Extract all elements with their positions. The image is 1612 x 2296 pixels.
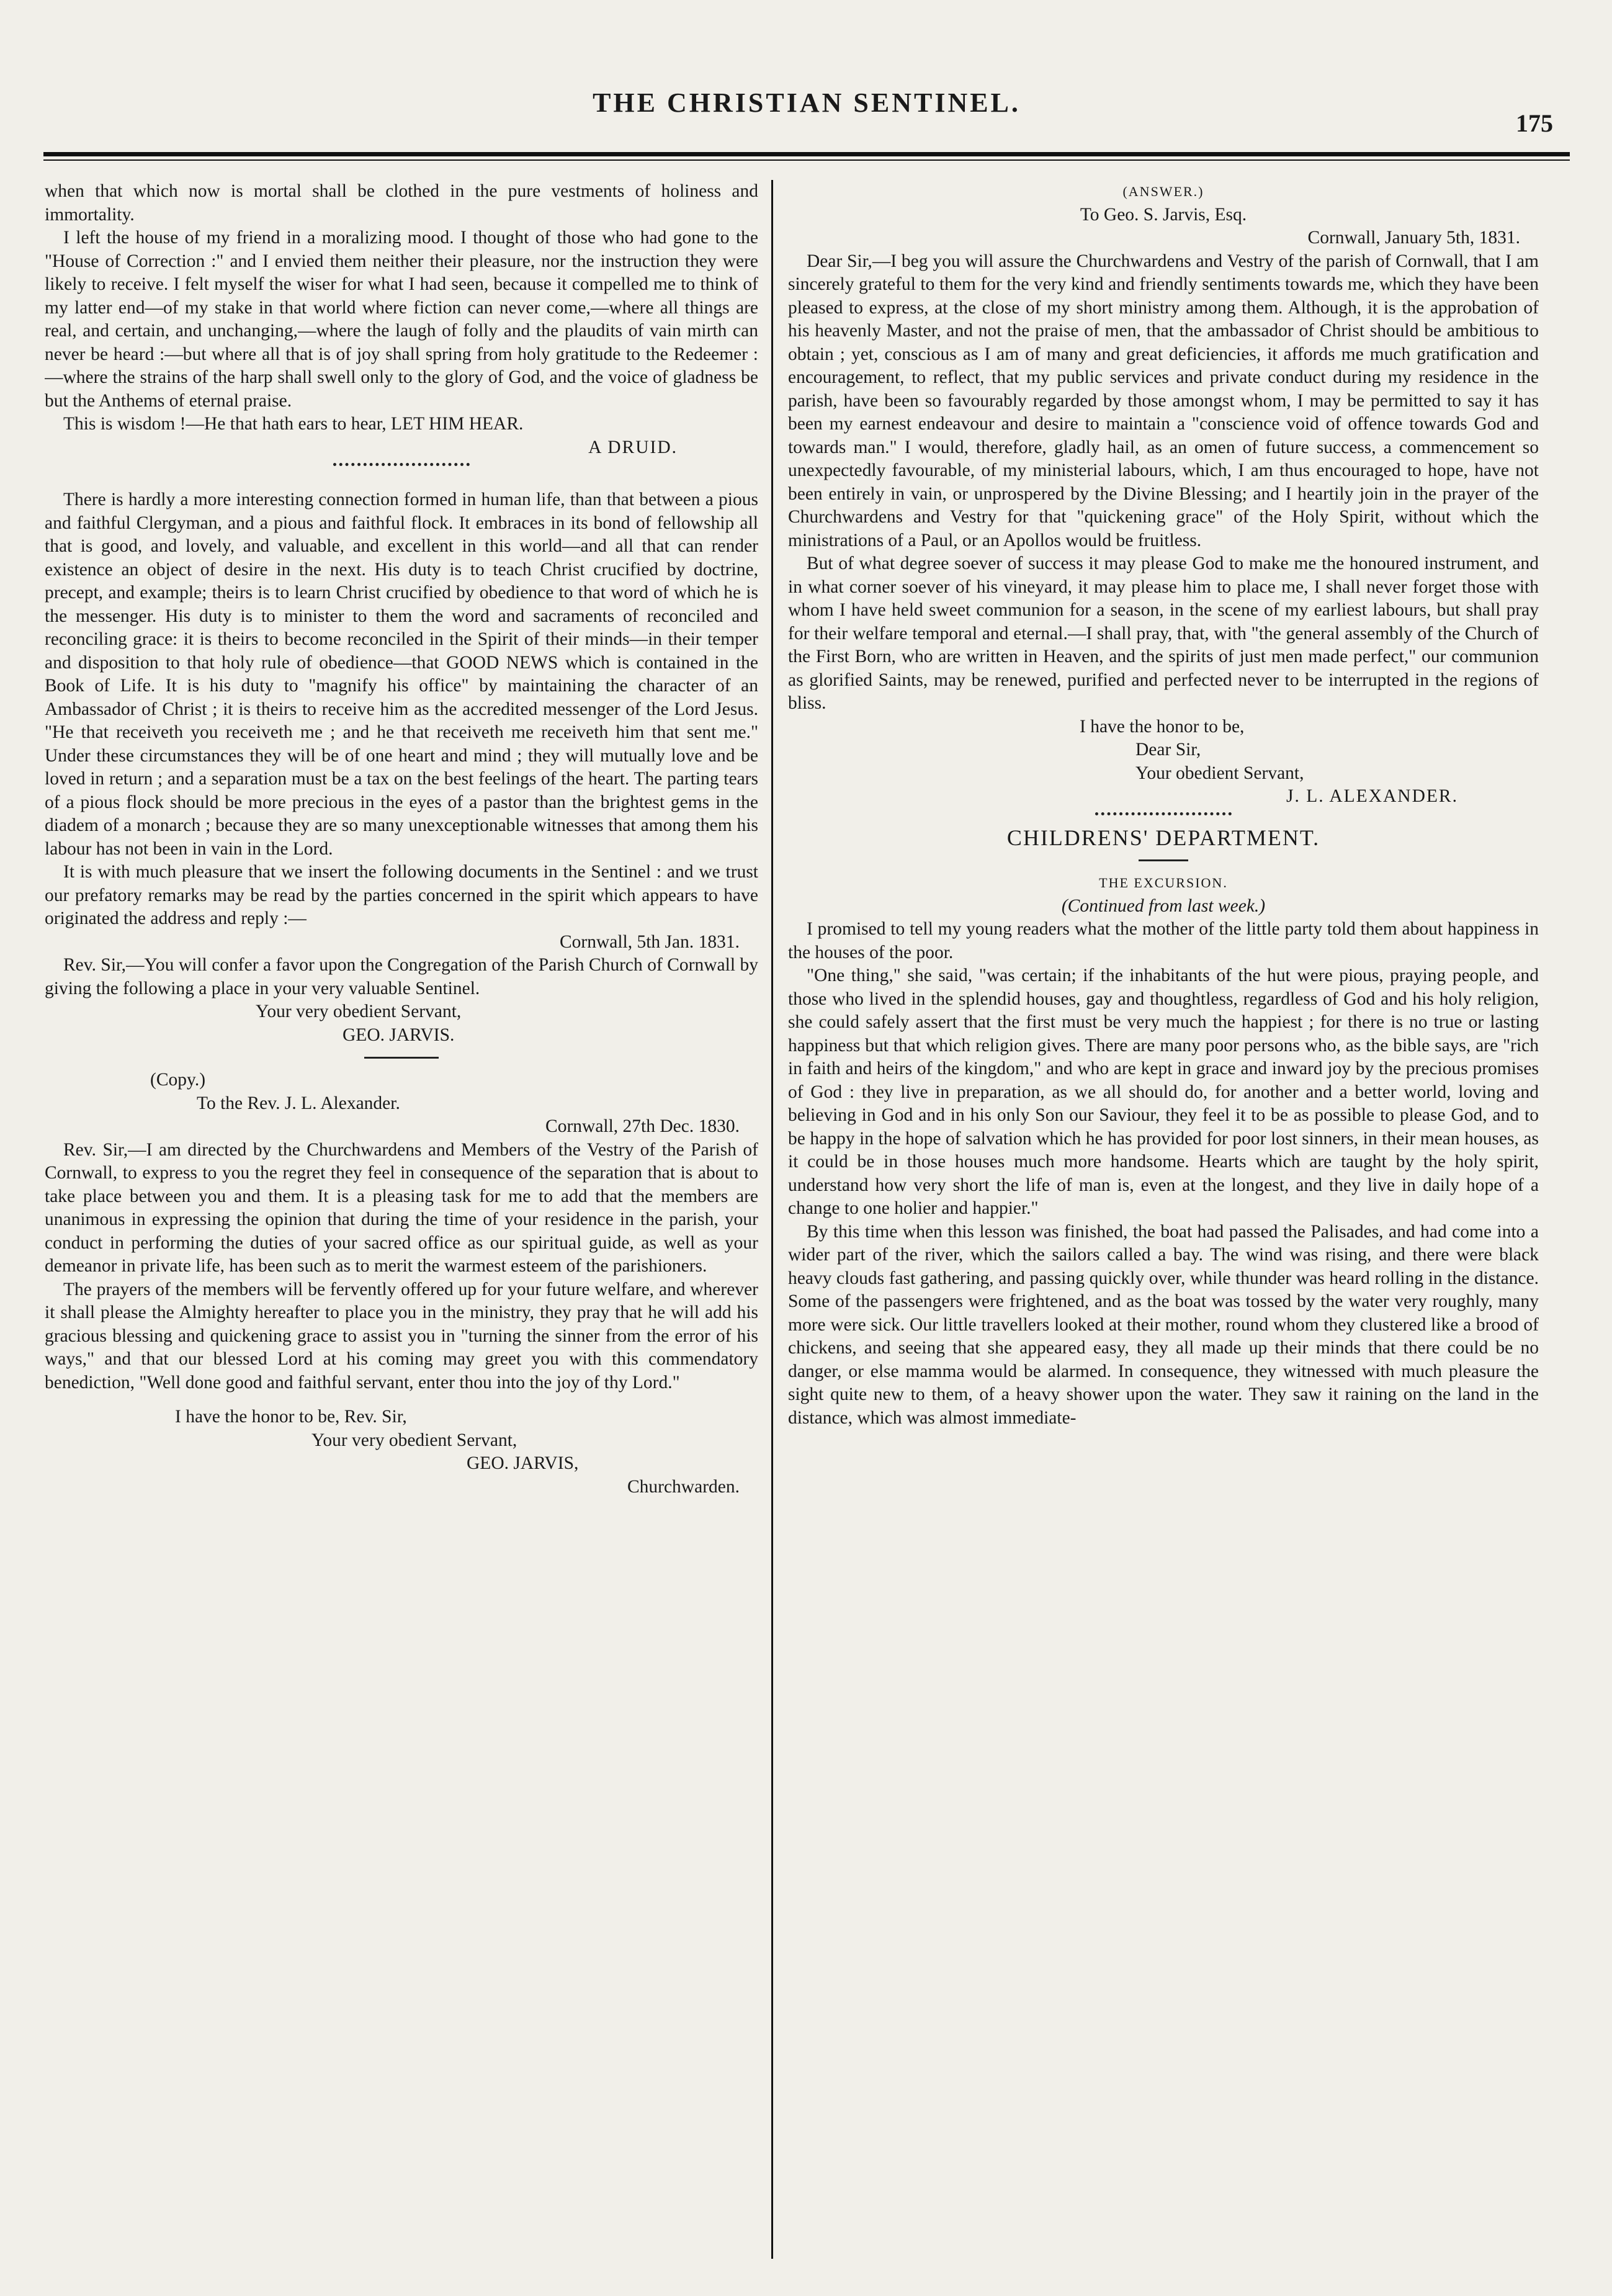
paragraph: Rev. Sir,—You will confer a favor upon the Congregation of the Parish Church of Cornwall by giving the following a place in your very valuable Sentinel. [45, 955, 758, 998]
story-title: THE EXCURSION. [1099, 875, 1228, 890]
closing-line: I have the honor to be, [1080, 716, 1245, 737]
paragraph: The prayers of the members will be fervently offered up for your future welfare, and wherever it shall please the Almighty hereafter to place you in the ministry, they pray that he will add his gracious blessing and quickening grace to assist you in "turning the sinner from the error of his ways," and that our blessed Lord at his coming may greet you with this commendatory benediction, "Well done good and faithful servant, enter thou into the joy of thy Lord." [45, 1279, 758, 1392]
continued-note: (Continued from last week.) [1061, 895, 1266, 916]
dateline: Cornwall, January 5th, 1831. [1307, 228, 1520, 248]
copy-label: (Copy.) [150, 1070, 206, 1090]
paragraph: "One thing," she said, "was certain; if the inhabitants of the hut were pious, praying people, and those who lived in the splendid houses, gay and thoughtless, regardless of God and his holy religion, she could safely assert that the first must be very much the happiest ; for there is no true or lasting happiness but that which religion gives. There are many poor persons who, as the bible says, are "rich in faith and heirs of the kingdom," and who are kept in grace and inward joy by the precious promises of God : they live in preparation, as we all should do, for another and a better world, loving and believing in God and in his only Son our Saviour, they feel it to be as possible to please God, and to be happy in the hope of salvation which he has provided for poor lost sinners, in their mean houses, as it could be in those houses much more handsome. Hearts which are taught by the holy spirit, understand how very short the life of man is, even at the longest, and they live in daily hope of a change to one holier and happier." [788, 966, 1539, 1218]
answer-label: (ANSWER.) [1122, 184, 1204, 199]
left-column [45, 180, 758, 2277]
paragraph: By this time when this lesson was finished, the boat had passed the Palisades, and had come into a wider part of the river, which the sailors called a bay. The wind was rising, and there were black heavy clouds fast gathering, and passing quickly over, while thunder was heard rolling in the distance. Some of the passengers were frightened, and as the boat was tossed by the water very roughly, many more were sick. Our little travellers looked at their mother, round whom they clustered like a brood of chickens, and seeing that she appeared easy, they all made up their minds that there could be no danger, or else mamma would be alarmed. In consequence, they witnessed with much pleasure the sight quite new to them, of a heavy shower upon the water. They saw it raining on the land in the distance, which was almost immediate- [788, 1221, 1539, 1428]
ornamental-divider [333, 463, 470, 472]
paragraph: This is wisdom !—He that hath ears to hear, LET HIM HEAR. [63, 414, 524, 434]
signer-title: Churchwarden. [627, 1476, 740, 1497]
paragraph: It is with much pleasure that we insert the following documents in the Sentinel : and we trust our prefatory remarks may be read by the parties concerned in the spirit which appears to have originated the address and reply :— [45, 862, 758, 928]
dateline: Cornwall, 5th Jan. 1831. [559, 931, 740, 952]
closing-line: Your obedient Servant, [1135, 763, 1304, 783]
signer-name: J. L. ALEXANDER. [1286, 786, 1458, 806]
signer-name: GEO. JARVIS. [343, 1025, 455, 1045]
right-column [788, 180, 1539, 2277]
page-number: 175 [1516, 109, 1553, 137]
author-signature: A DRUID. [588, 437, 678, 457]
closing-line: Dear Sir, [1135, 740, 1201, 760]
paragraph: Rev. Sir,—I am directed by the Churchwardens and Members of the Vestry of the Parish of Cornwall, to express to you the regret they feel in consequence of the separation that is about to take place between you and them. It is a pleasing task for me to add that the members are unanimous in expressing the opinion that during the time of your residence in the parish, your conduct in performing the duties of your sacred office as our spiritual guide, as well as your demeanor in private life, has been such as to merit the warmest esteem of the parishioners. [45, 1139, 758, 1276]
paragraph: I left the house of my friend in a moralizing mood. I thought of those who had gone to the "House of Correction :" and I envied them neither their pleasure, nor the instruction they were likely to receive. I felt myself the wiser for what I had seen, because it compelled me to think of my latter end—of my stake in that world where fiction can never come,—where all things are real, and certain, and unchanging,—where the laugh of folly and the plaudits of vain mirth can never be heard :—but where all that is of joy shall spring from holy gratitude to the Redeemer :—where the strains of the harp shall swell only to the glory of God, and the voice of gladness be but the Anthems of eternal praise. [45, 228, 758, 411]
masthead-title: THE CHRISTIAN SENTINEL. [593, 87, 1021, 118]
paragraph: I promised to tell my young readers what the mother of the little party told them about happiness in the houses of the poor. [788, 919, 1539, 962]
addressee-line: To the Rev. J. L. Alexander. [197, 1093, 400, 1113]
column-divider [771, 180, 773, 2259]
paragraph: There is hardly a more interesting connection formed in human life, than that between a pious and faithful Clergyman, and a pious and faithful flock. It embraces in its bond of fellowship all that is good, and lovely, and valuable, and excellent in this world—and all that can render existence an object of desire in the next. His duty is to teach Christ crucified by doctrine, precept, and example; theirs is to learn Christ crucified by obedience to that word of which he is the messenger. His duty is to minister to them the word and sacraments of reconciled and reconciling grace: it is theirs to become reconciled in the Spirit of their minds—in their temper and disposition to that holy rule of obedience—that GOOD NEWS which is contained in the Book of Life. It is his duty to "magnify his office" by maintaining the character of an Ambassador of Christ ; it is theirs to receive him as the accredited messenger of the Lord Jesus. "He that receiveth you receiveth me ; and he that receiveth me receiveth him that sent me." Under these circumstances they will be of one heart and mind ; they will mutually love and be loved in return ; and a separation must be a tax on the best feelings of the heart. The parting tears of a pious flock should be more precious in the eyes of a pastor than the brightest gems in the diadem of a monarch ; because they are so many unexceptionable witnesses that among them his labour has not been in vain in the Lord. [45, 490, 758, 859]
short-rule [1139, 859, 1188, 861]
paragraph: But of what degree soever of success it may please God to make me the honoured instrument, and in what corner soever of his vineyard, it may please him to place me, I shall never forget those with whom I have held sweet communion for a season, in the scene of my earliest labours, but shall pray for their welfare temporal and eternal.—I shall pray, that, with "the general assembly of the Church of the First Born, who are written in Heaven, and the spirits of just men made perfect," our communion as glorified Saints, may be renewed, purified and perfected never to be interrupted in the regions of bliss. [788, 554, 1539, 713]
closing-line: I have the honor to be, Rev. Sir, [175, 1407, 407, 1427]
dateline: Cornwall, 27th Dec. 1830. [545, 1116, 740, 1136]
masthead-rule-thin [43, 159, 1570, 161]
closing-line: Your very obedient Servant, [256, 1002, 462, 1021]
masthead-rule-thick [43, 152, 1570, 156]
short-rule [364, 1057, 439, 1059]
signer-name: GEO. JARVIS, [467, 1453, 579, 1473]
closing-line: Your very obedient Servant, [311, 1430, 517, 1450]
paragraph: when that which now is mortal shall be clothed in the pure vestments of holiness and immortality. [45, 181, 758, 225]
addressee-line: To Geo. S. Jarvis, Esq. [1080, 204, 1247, 225]
paragraph: Dear Sir,—I beg you will assure the Churchwardens and Vestry of the parish of Cornwall, that I am sincerely grateful to them for the very kind and friendly sentiments towards me, which they have been pleased to express, at the close of my short ministry among them. Although, it is the approbation of his heavenly Master, and not the praise of men, that the ambassador of Christ should be ambitious to obtain ; yet, conscious as I am of many and great deficiencies, it affords me much gratification and encouragement, to reflect, that my public services and private conduct during my residence in the parish, have been so favourably regarded by those amongst whom, I may be permitted to say it has been my earnest endeavour and desire to maintain a "conscience void of offence towards God and towards man." I would, therefore, gladly hail, as an omen of future success, a commencement so unexpectedly favourable, of my ministerial labours, which, I am thus encouraged to hope, have not been entirely in vain, or unprospered by the Divine Blessing; and I heartily join in the prayer of the Churchwardens and Vestry for that "quickening grace" of the Holy Spirit, without which the ministrations of a Paul, or an Apollos would be fruitless. [788, 251, 1539, 550]
section-title: CHILDRENS' DEPARTMENT. [1006, 825, 1320, 850]
ornamental-divider [1095, 812, 1232, 822]
